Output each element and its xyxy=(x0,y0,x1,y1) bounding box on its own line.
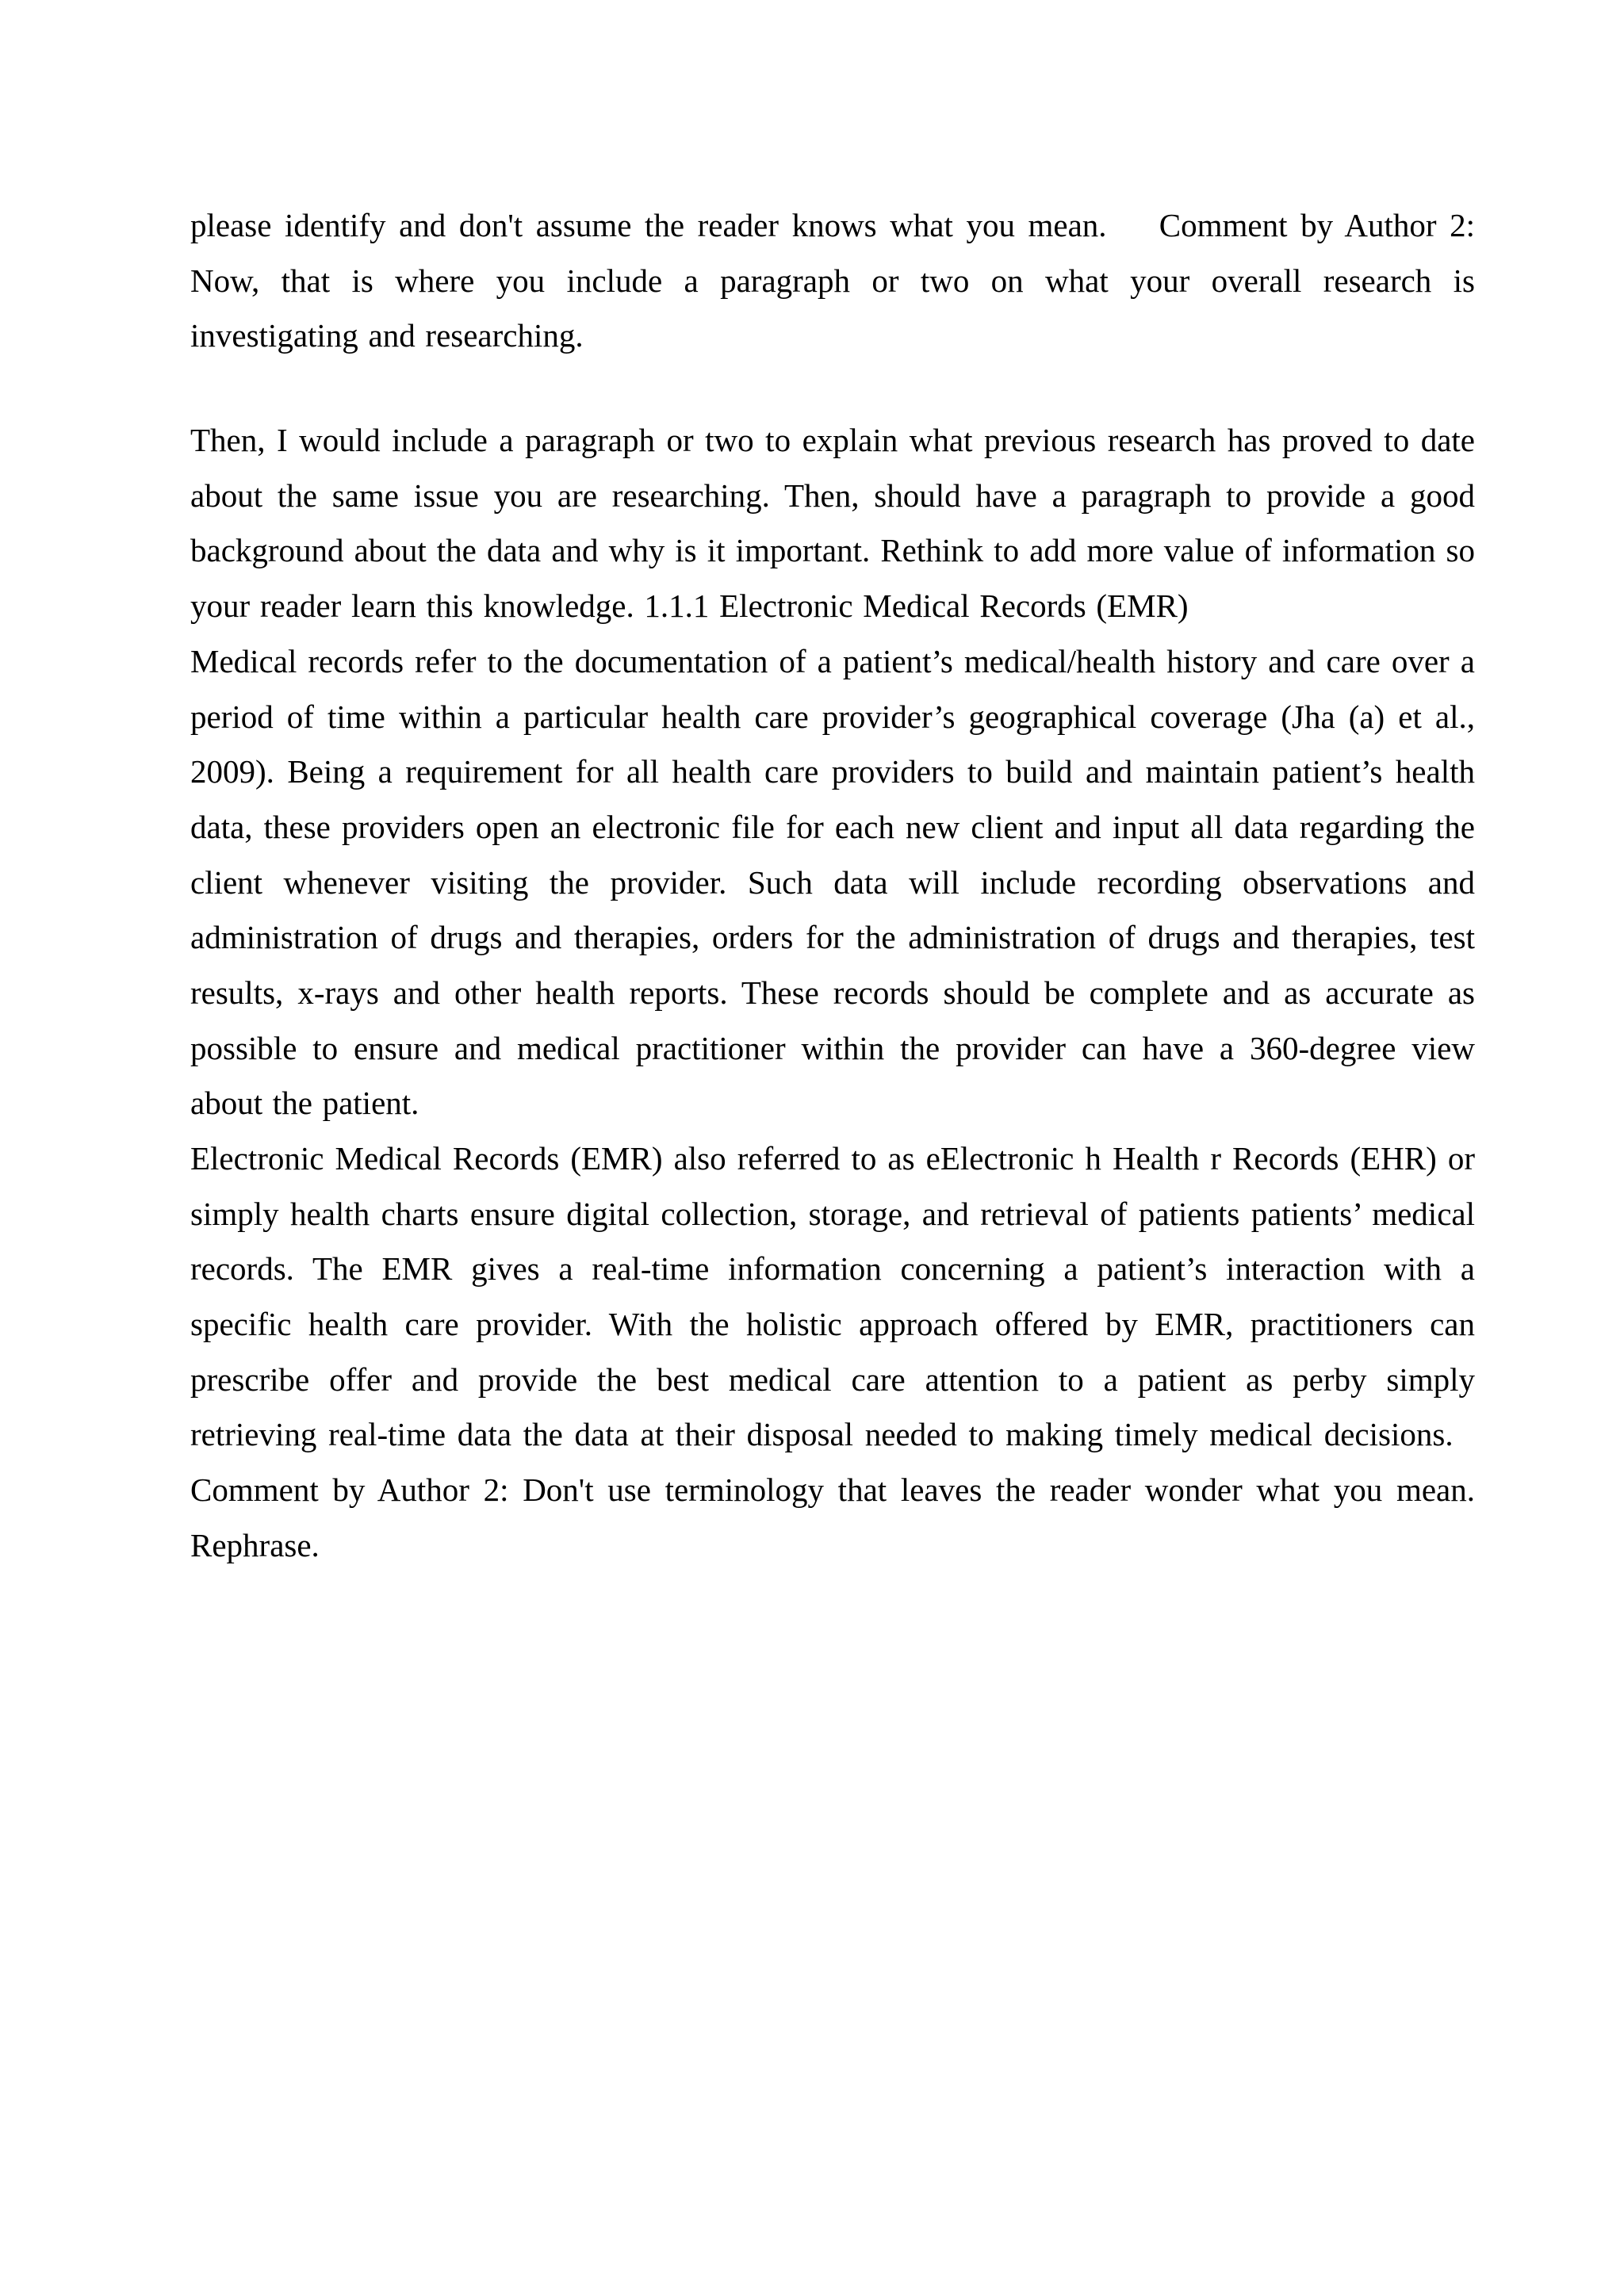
paragraph-2: Then, I would include a paragraph or two to explain what previous research has proved to date about the same issue you are researching. Then, should have a paragraph to provide a good background about the data and why is it important. Rethink to add more value of information so your reader learn this knowledge. 1.1.1 Electronic Medical Records (EMR) xyxy=(190,422,1475,625)
paragraph-3: Medical records refer to the documentation of a patient’s medical/health history and care over a period of time within a particular health care provider’s geographical coverage (Jha (a) et al., 2009). Being a requirement for all health care providers to build and maintain patient’s health data, these providers open an electronic file for each new client and input all data regarding the client whenever visiting the provider. Such data will include recording observations and administration of drugs and therapies, orders for the administration of drugs and therapies, test results, x-rays and other health reports. These records should be complete and as accurate as possible to ensure and medical practitioner within the provider can have a 360-degree view about the patient. xyxy=(190,642,1475,1122)
document-body xyxy=(190,198,1475,1574)
paragraph-spacer xyxy=(190,364,1475,413)
paragraph-1: please identify and don't assume the reader knows what you mean. Comment by Author 2: Now, that is where you include a paragraph or two on what your overall research is investigating and researching. xyxy=(190,207,1475,354)
paragraph-4: Electronic Medical Records (EMR) also referred to as eElectronic h Health r Records (EHR) or simply health charts ensure digital collection, storage, and retrieval of patients patients’ medical records. The EMR gives a real-time information concerning a patient’s interaction with a specific health care provider. With the holistic approach offered by EMR, practitioners can prescribe offer and provide the best medical care attention to a patient as perby simply retrieving real-time data the data at their disposal needed to making timely medical decisions. Comment by Author 2: Don't use terminology that leaves the reader wonder what you mean. Rephrase. xyxy=(190,1140,1475,1563)
